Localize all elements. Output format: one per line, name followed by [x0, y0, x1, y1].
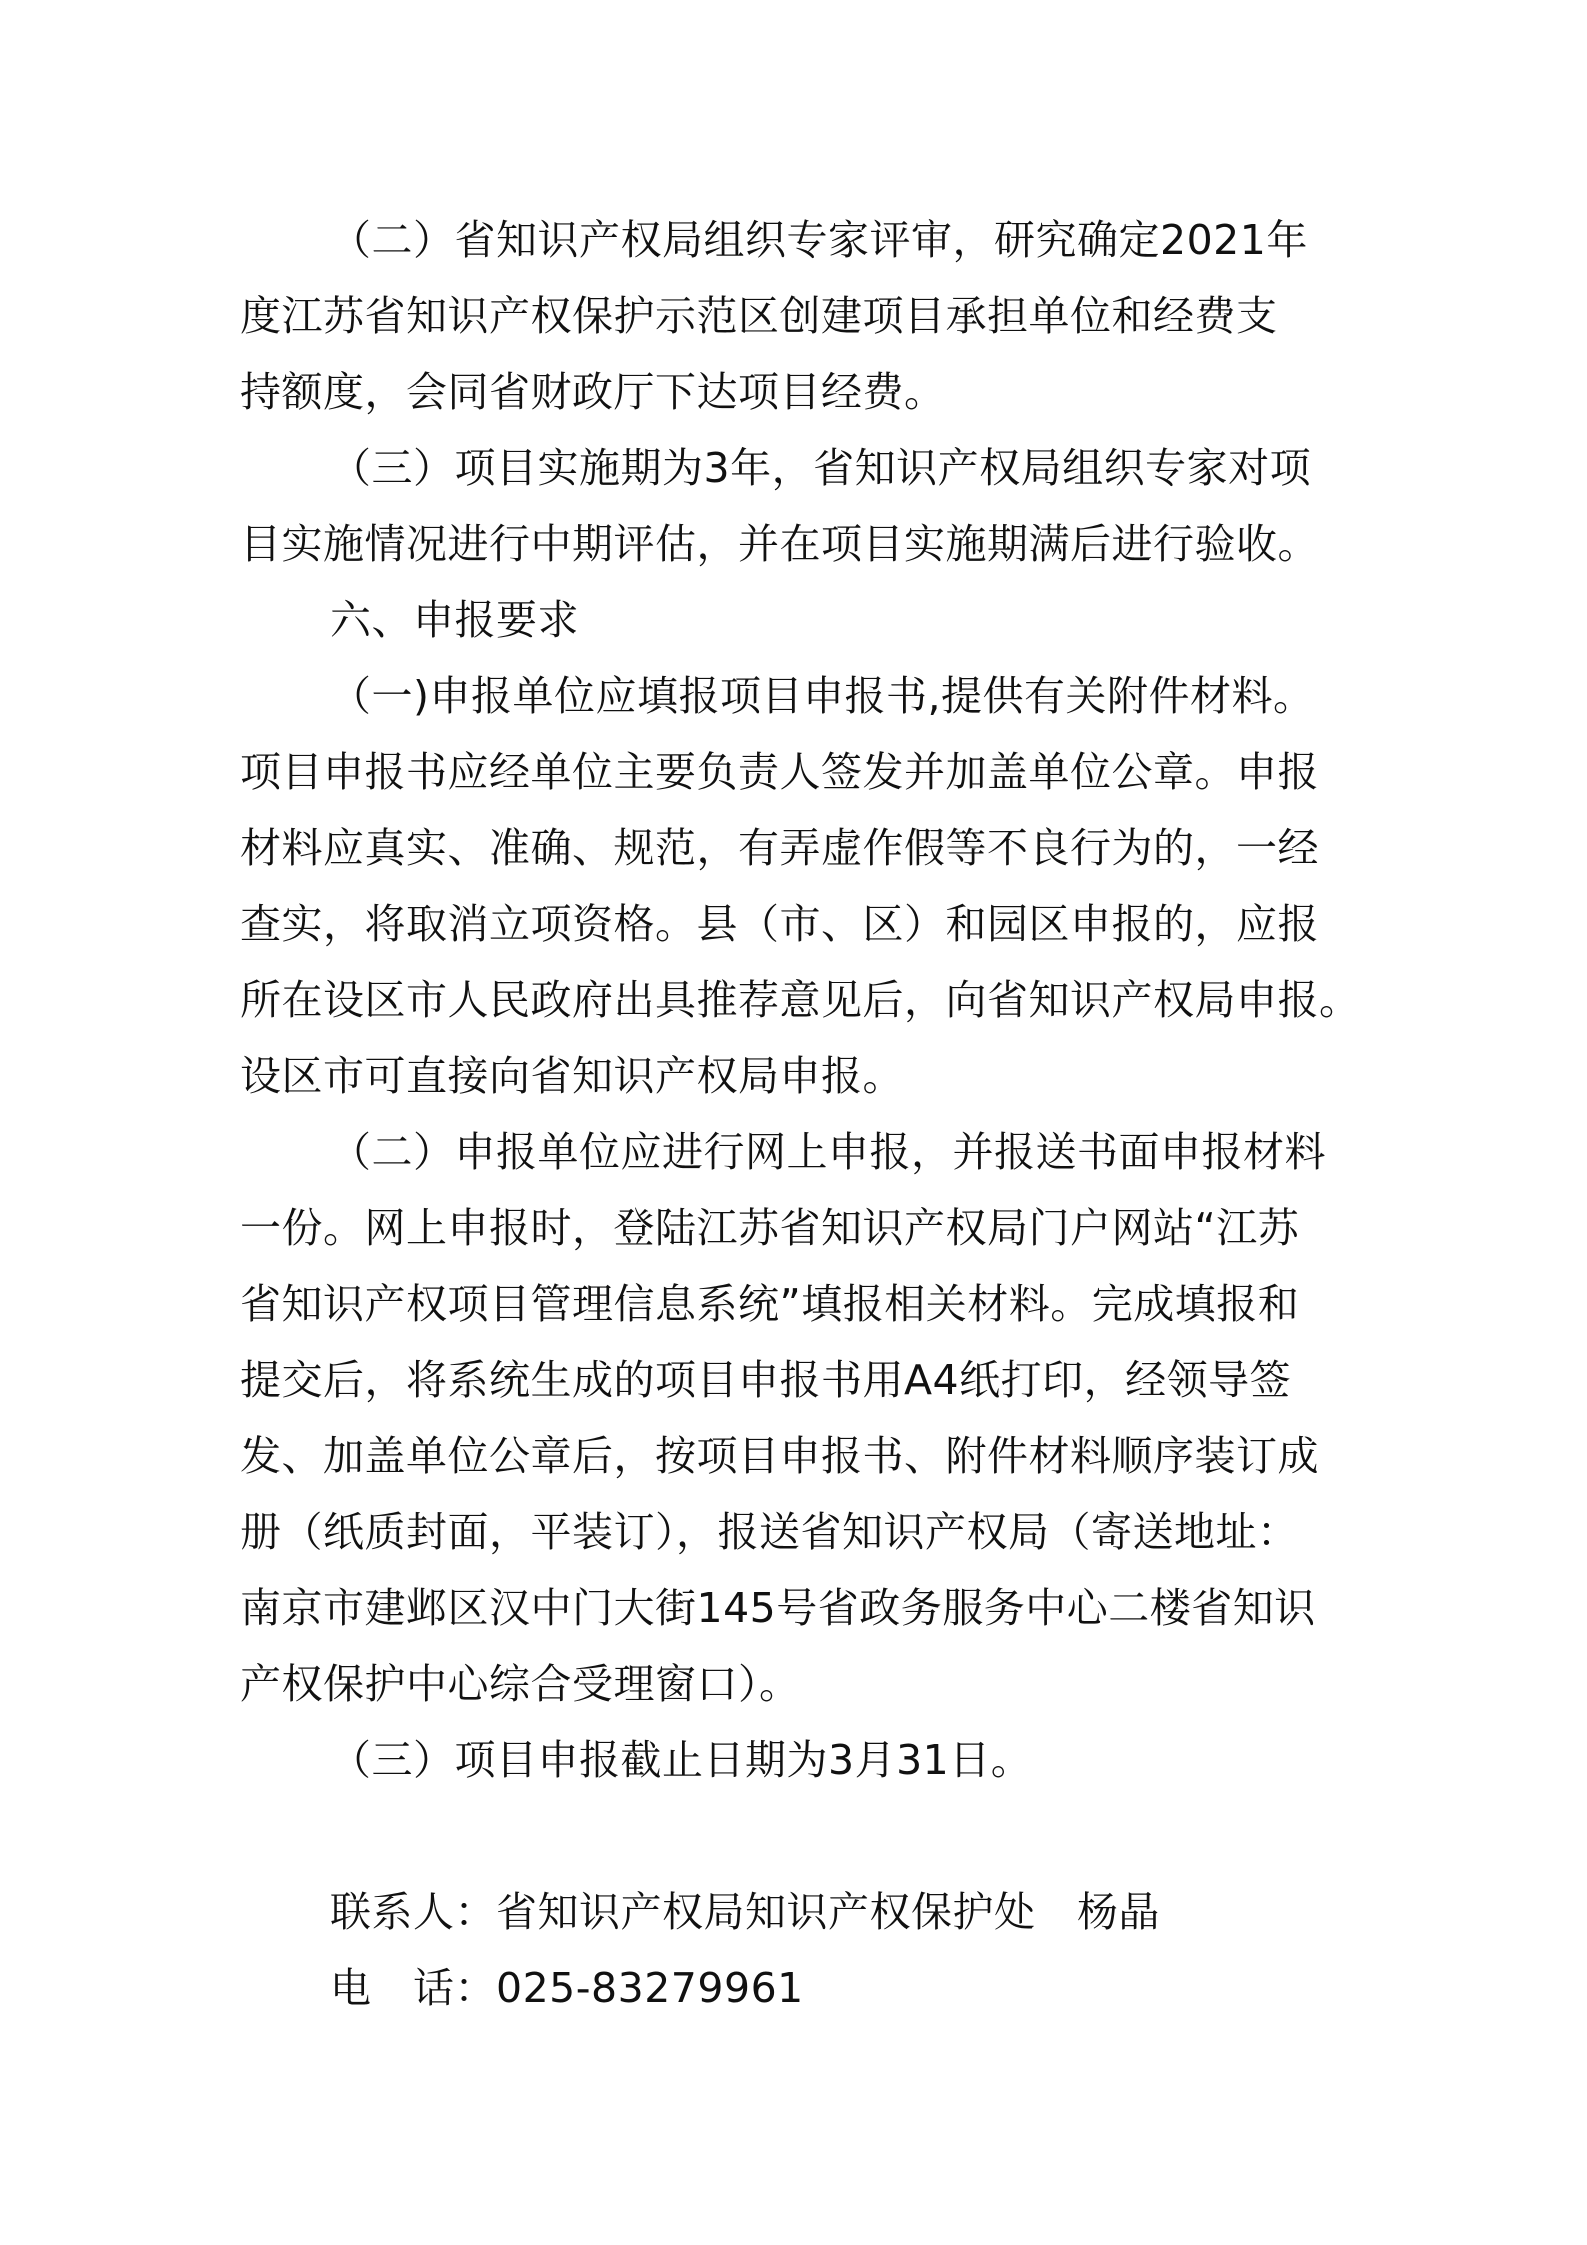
paragraph-line: 册（纸质封面，平装订），报送省知识产权局（寄送地址： [240, 1508, 1299, 1556]
paragraph-line: （三）项目实施期为3年，省知识产权局组织专家对项 [330, 444, 1312, 492]
paragraph-line: 查实，将取消立项资格。县（市、区）和园区申报的，应报 [240, 900, 1319, 948]
paragraph-line: （三）项目申报截止日期为3月31日。 [330, 1736, 1033, 1784]
paragraph-line: （二）申报单位应进行网上申报，并报送书面申报材料 [330, 1128, 1326, 1176]
paragraph-line: 持额度，会同省财政厅下达项目经费。 [240, 368, 946, 416]
paragraph-line: 度江苏省知识产权保护示范区创建项目承担单位和经费支 [240, 292, 1278, 340]
document-page [240, 0, 1360, 2245]
paragraph-line: 项目申报书应经单位主要负责人签发并加盖单位公章。申报 [240, 748, 1319, 796]
paragraph-line: 南京市建邺区汉中门大街145号省政务服务中心二楼省知识 [240, 1584, 1316, 1632]
paragraph-line: 发、加盖单位公章后，按项目申报书、附件材料顺序装订成 [240, 1432, 1319, 1480]
paragraph-line: 省知识产权项目管理信息系统”填报相关材料。完成填报和 [240, 1280, 1300, 1328]
section-heading: 六、申报要求 [330, 596, 579, 644]
paragraph-line: 所在设区市人民政府出具推荐意见后，向省知识产权局申报。 [240, 976, 1361, 1024]
contact-person: 联系人：省知识产权局知识产权保护处 杨晶 [330, 1888, 1160, 1936]
paragraph-line: 材料应真实、准确、规范，有弄虚作假等不良行为的，一经 [240, 824, 1319, 872]
paragraph-line: （一)申报单位应填报项目申报书,提供有关附件材料。 [330, 672, 1315, 720]
paragraph-line: 设区市可直接向省知识产权局申报。 [240, 1052, 904, 1100]
paragraph-line: 目实施情况进行中期评估，并在项目实施期满后进行验收。 [240, 520, 1319, 568]
paragraph-line: （二）省知识产权局组织专家评审，研究确定2021年 [330, 216, 1308, 264]
paragraph-line: 提交后，将系统生成的项目申报书用A4纸打印，经领导签 [240, 1356, 1292, 1404]
contact-phone: 电 话：025-83279961 [330, 1964, 804, 2012]
paragraph-line: 一份。网上申报时，登陆江苏省知识产权局门户网站“江苏 [240, 1204, 1300, 1252]
paragraph-line: 产权保护中心综合受理窗口）。 [240, 1660, 801, 1708]
